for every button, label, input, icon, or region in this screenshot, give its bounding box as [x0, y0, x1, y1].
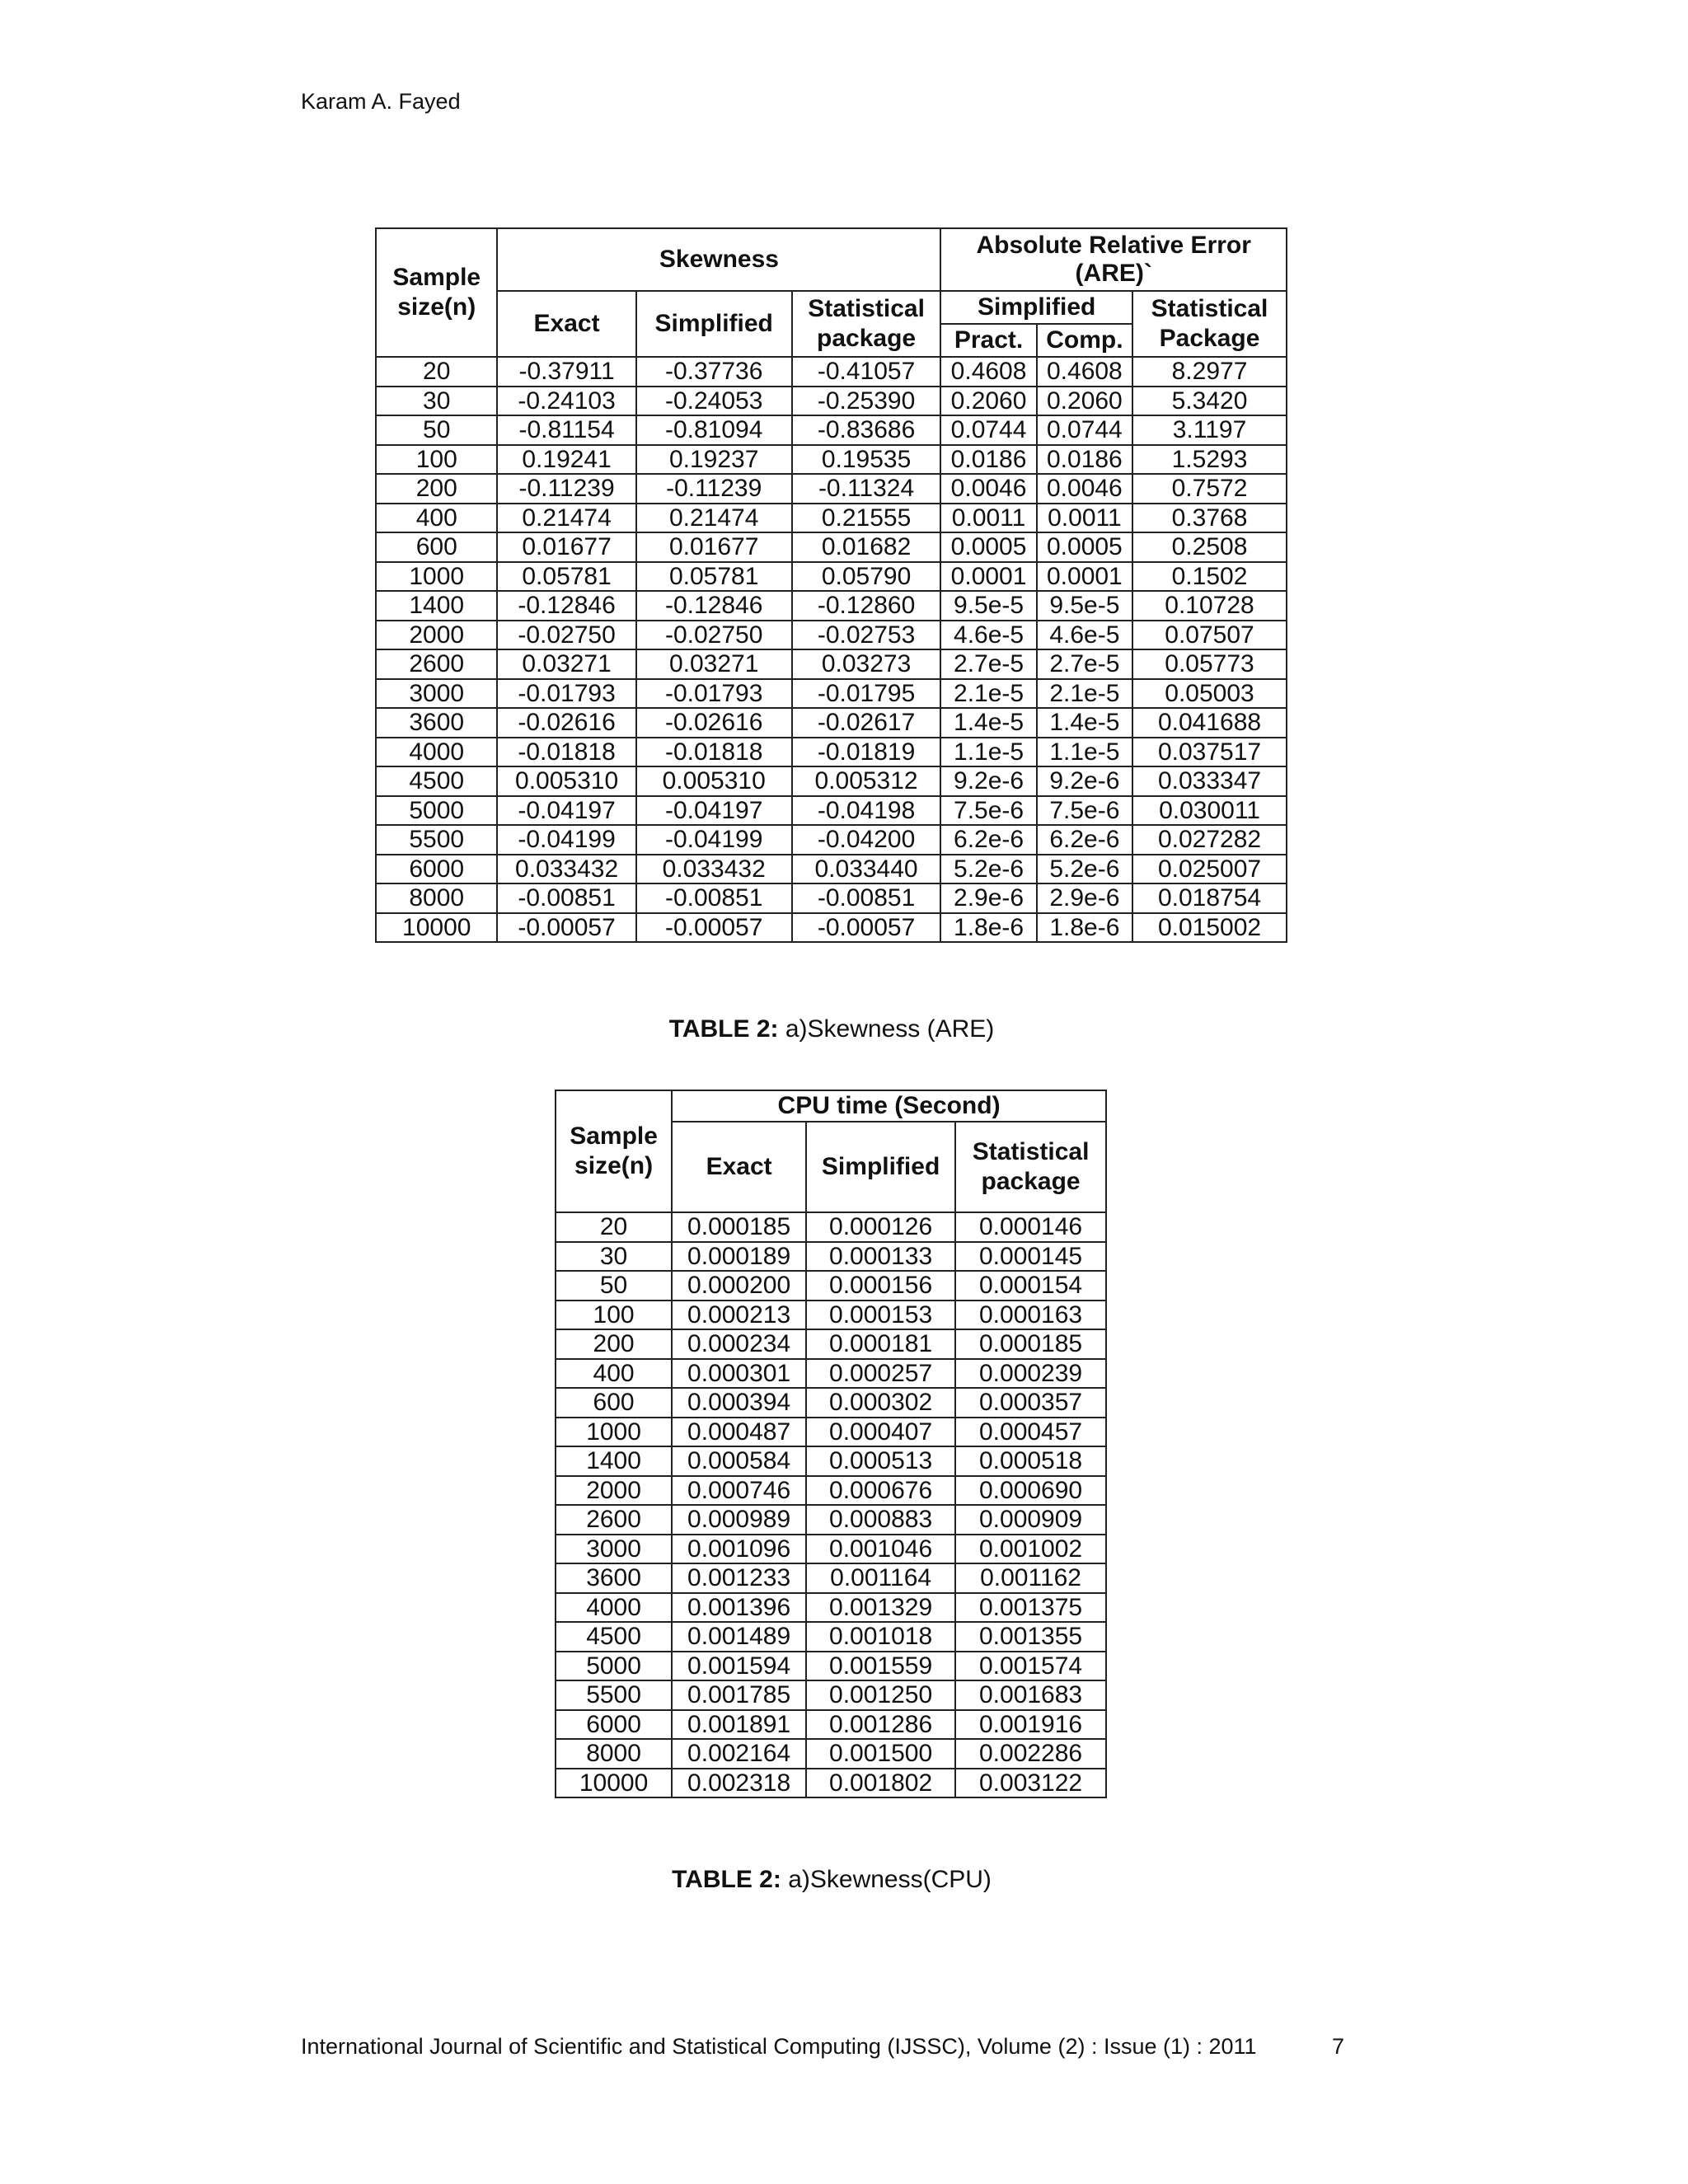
table-cell: 0.027282 [1132, 825, 1287, 855]
caption-label: TABLE 2: [668, 1015, 779, 1043]
table-cell: 0.4608 [940, 357, 1036, 387]
footer-journal: International Journal of Scientific and Statistical Computing (IJSSC), Volume (2) : Issue (1) : 2011 [301, 2034, 1257, 2059]
table-cell: 0.21474 [636, 504, 792, 533]
table-cell: -0.02753 [792, 621, 941, 650]
table-cell: 100 [556, 1301, 672, 1330]
table-cell: -0.24103 [497, 387, 635, 416]
table-cell: 0.005310 [636, 766, 792, 796]
table-row [376, 562, 1287, 592]
table-cell: 10000 [556, 1769, 672, 1798]
table-cell: 5.3420 [1132, 387, 1287, 416]
group-skewness: Skewness [497, 228, 940, 291]
table-cell: 0.005312 [792, 766, 941, 796]
table-cell: 0.000394 [672, 1388, 806, 1418]
table-cell: -0.00851 [636, 883, 792, 913]
table-cell: 0.05781 [497, 562, 635, 592]
table-cell: 0.001164 [806, 1563, 955, 1593]
table-cell: 0.2060 [940, 387, 1036, 416]
table-row [376, 679, 1287, 709]
table-cell: 1.4e-5 [1037, 708, 1132, 738]
table-cell: 0.05773 [1132, 649, 1287, 679]
table-cell: -0.01818 [636, 738, 792, 767]
table-cell: 0.001329 [806, 1593, 955, 1623]
table-cell: 0.001489 [672, 1622, 806, 1652]
table-row [376, 445, 1287, 475]
table-row [376, 621, 1287, 650]
table-cell: 0.001355 [955, 1622, 1106, 1652]
table-cell: 0.0186 [940, 445, 1036, 475]
table-cell: 2600 [556, 1505, 672, 1535]
table-cell: 2.1e-5 [1037, 679, 1132, 709]
table-cell: 0.000146 [955, 1212, 1106, 1242]
col-statistical-package: Statistical package [792, 291, 941, 357]
table-row [556, 1271, 1106, 1301]
table-cell: -0.04200 [792, 825, 941, 855]
table-cell: 0.000257 [806, 1359, 955, 1389]
table-cell: 50 [376, 415, 497, 445]
table-cell: 600 [376, 532, 497, 562]
table-cell: 0.000909 [955, 1505, 1106, 1535]
table-cell: 0.001574 [955, 1652, 1106, 1681]
table-caption-are [502, 1015, 1161, 1043]
table-cell: 0.000518 [955, 1446, 1106, 1476]
table-cell: -0.41057 [792, 357, 941, 387]
table-row [376, 708, 1287, 738]
table-row [556, 1418, 1106, 1447]
table-cell: -0.12860 [792, 591, 941, 621]
table-cell: 0.000200 [672, 1271, 806, 1301]
table-cell: -0.01793 [636, 679, 792, 709]
table-cell: 400 [376, 504, 497, 533]
table-cell: 6.2e-6 [940, 825, 1036, 855]
table-cell: 0.000126 [806, 1212, 955, 1242]
table-cell: 0.001162 [955, 1563, 1106, 1593]
table-cell: 0.0046 [1037, 474, 1132, 504]
table-cell: 2000 [556, 1476, 672, 1506]
col-simplified: Simplified [636, 291, 792, 357]
table-cell: 0.037517 [1132, 738, 1287, 767]
table-row [556, 1563, 1106, 1593]
table-cell: -0.12846 [497, 591, 635, 621]
table-cell: 0.001046 [806, 1535, 955, 1564]
table-cell: 3000 [376, 679, 497, 709]
table-cell: 0.001683 [955, 1680, 1106, 1710]
table-cell: 0.001096 [672, 1535, 806, 1564]
table-cell: -0.00851 [497, 883, 635, 913]
table-cell: 0.0001 [940, 562, 1036, 592]
table-row [556, 1652, 1106, 1681]
table-cell: 0.000513 [806, 1446, 955, 1476]
table-cell: 0.05790 [792, 562, 941, 592]
table-cell: 0.000357 [955, 1388, 1106, 1418]
table-cell: 0.001500 [806, 1739, 955, 1769]
table-cell: 1400 [556, 1446, 672, 1476]
table-cell: 0.000133 [806, 1242, 955, 1272]
table-cell: 0.000989 [672, 1505, 806, 1535]
table-cell: 1.1e-5 [1037, 738, 1132, 767]
table-cell: 30 [376, 387, 497, 416]
table-cell: -0.83686 [792, 415, 941, 445]
table-cell: 50 [556, 1271, 672, 1301]
table-row [556, 1505, 1106, 1535]
table-cell: 0.000487 [672, 1418, 806, 1447]
table-row [556, 1622, 1106, 1652]
table-cell: 0.000457 [955, 1418, 1106, 1447]
table-cell: -0.02616 [636, 708, 792, 738]
table-cell: 0.000185 [672, 1212, 806, 1242]
table-cell: 2000 [376, 621, 497, 650]
table-row [376, 766, 1287, 796]
table-cell: -0.04197 [636, 796, 792, 826]
table-cell: 0.0744 [1037, 415, 1132, 445]
table-cell: 0.05781 [636, 562, 792, 592]
table-cell: 0.10728 [1132, 591, 1287, 621]
table-cell: 0.005310 [497, 766, 635, 796]
col-comp: Comp. [1037, 324, 1132, 357]
table-row [556, 1212, 1106, 1242]
table-cell: 0.7572 [1132, 474, 1287, 504]
table-cell: 0.001002 [955, 1535, 1106, 1564]
group-cpu-time: CPU time (Second) [672, 1090, 1106, 1122]
table-cell: 0.19241 [497, 445, 635, 475]
table-cell: 0.0011 [1037, 504, 1132, 533]
table-row [556, 1242, 1106, 1272]
table-cell: -0.01793 [497, 679, 635, 709]
are-table-body [376, 357, 1287, 942]
table-cell: 0.2060 [1037, 387, 1132, 416]
table-cell: 4.6e-5 [1037, 621, 1132, 650]
table-cell: 0.000239 [955, 1359, 1106, 1389]
table-cell: 1000 [376, 562, 497, 592]
table-cell: 1.1e-5 [940, 738, 1036, 767]
table-cell: 20 [556, 1212, 672, 1242]
table-cell: 6.2e-6 [1037, 825, 1132, 855]
table-cell: 0.3768 [1132, 504, 1287, 533]
table-cell: -0.00057 [636, 913, 792, 943]
table-cell: 0.1502 [1132, 562, 1287, 592]
table-cell: 2.9e-6 [940, 883, 1036, 913]
col-sample-size: Sample size(n) [376, 228, 497, 357]
table-cell: 0.001891 [672, 1710, 806, 1740]
table-cell: -0.37736 [636, 357, 792, 387]
table-cell: 0.001559 [806, 1652, 955, 1681]
table-cell: -0.02617 [792, 708, 941, 738]
table-row [556, 1739, 1106, 1769]
group-are-simplified: Simplified [940, 291, 1132, 324]
table-cell: -0.37911 [497, 357, 635, 387]
table-cell: 2600 [376, 649, 497, 679]
table-row [376, 474, 1287, 504]
table-cell: 0.0744 [940, 415, 1036, 445]
table-cell: 0.03271 [497, 649, 635, 679]
table-cell: 2.7e-5 [1037, 649, 1132, 679]
table-cell: -0.01819 [792, 738, 941, 767]
table-cell: 0.000584 [672, 1446, 806, 1476]
table-cell: 20 [376, 357, 497, 387]
table-cell: 200 [376, 474, 497, 504]
table-cell: 0.025007 [1132, 855, 1287, 884]
table-cell: 0.000213 [672, 1301, 806, 1330]
table-cell: 0.003122 [955, 1769, 1106, 1798]
table-cell: 0.000301 [672, 1359, 806, 1389]
table-cell: 0.0005 [940, 532, 1036, 562]
table-cell: -0.12846 [636, 591, 792, 621]
table-cell: -0.81154 [497, 415, 635, 445]
table-row [376, 415, 1287, 445]
table-cell: 3600 [376, 708, 497, 738]
table-cell: 0.000154 [955, 1271, 1106, 1301]
table-row [556, 1593, 1106, 1623]
table-cell: 0.4608 [1037, 357, 1132, 387]
table-cell: 5500 [376, 825, 497, 855]
table-cell: 0.01677 [497, 532, 635, 562]
table-cell: 400 [556, 1359, 672, 1389]
table-cell: 0.033432 [636, 855, 792, 884]
table-cell: 0.03271 [636, 649, 792, 679]
table-row [556, 1769, 1106, 1798]
table-cell: -0.81094 [636, 415, 792, 445]
table-cell: 0.000181 [806, 1329, 955, 1359]
are-table [375, 227, 1287, 943]
table-cell: 0.000407 [806, 1418, 955, 1447]
table-row [376, 532, 1287, 562]
table-row [376, 855, 1287, 884]
table-cell: 0.000234 [672, 1329, 806, 1359]
table-cell: 2.9e-6 [1037, 883, 1132, 913]
table-cell: -0.11239 [636, 474, 792, 504]
table-row [376, 649, 1287, 679]
table-cell: -0.00057 [497, 913, 635, 943]
table-cell: 0.041688 [1132, 708, 1287, 738]
table-cell: -0.00057 [792, 913, 941, 943]
table-cell: 3600 [556, 1563, 672, 1593]
table-cell: -0.04199 [636, 825, 792, 855]
table-cell: 4500 [376, 766, 497, 796]
table-cell: 0.2508 [1132, 532, 1287, 562]
table-cell: -0.02616 [497, 708, 635, 738]
table-cell: 0.001802 [806, 1769, 955, 1798]
table-cell: 1.4e-5 [940, 708, 1036, 738]
table-row [556, 1476, 1106, 1506]
col-exact: Exact [497, 291, 635, 357]
table-cell: 0.000302 [806, 1388, 955, 1418]
table-row [556, 1301, 1106, 1330]
table-row [376, 387, 1287, 416]
table-cell: 5.2e-6 [940, 855, 1036, 884]
table-cell: -0.01795 [792, 679, 941, 709]
table-cell: 0.002286 [955, 1739, 1106, 1769]
table-cell: 2.7e-5 [940, 649, 1036, 679]
page-number: 7 [1332, 2034, 1345, 2059]
table-row [376, 825, 1287, 855]
table-cell: 1.5293 [1132, 445, 1287, 475]
table-cell: 8000 [556, 1739, 672, 1769]
table-cell: 0.033347 [1132, 766, 1287, 796]
table-cell: 10000 [376, 913, 497, 943]
table-cell: 5500 [556, 1680, 672, 1710]
col-pract: Pract. [940, 324, 1036, 357]
group-are: Absolute Relative Error (ARE)` [940, 228, 1287, 291]
table-cell: 0.018754 [1132, 883, 1287, 913]
table-cell: 4000 [376, 738, 497, 767]
table-cell: -0.01818 [497, 738, 635, 767]
table-cell: 4000 [556, 1593, 672, 1623]
table-cell: 3.1197 [1132, 415, 1287, 445]
table-row [556, 1535, 1106, 1564]
table-cell: 0.001018 [806, 1622, 955, 1652]
table-cell: 100 [376, 445, 497, 475]
table-cell: 8000 [376, 883, 497, 913]
table-cell: -0.11324 [792, 474, 941, 504]
table-cell: 0.001250 [806, 1680, 955, 1710]
table-row [556, 1680, 1106, 1710]
table-row [556, 1359, 1106, 1389]
table-cell: 0.001233 [672, 1563, 806, 1593]
table-cell: 30 [556, 1242, 672, 1272]
col-exact: Exact [672, 1122, 806, 1212]
table-cell: 7.5e-6 [940, 796, 1036, 826]
table-cell: 6000 [376, 855, 497, 884]
table-cell: 5000 [556, 1652, 672, 1681]
table-cell: -0.04197 [497, 796, 635, 826]
table-cell: 0.001375 [955, 1593, 1106, 1623]
table-cell: 0.000185 [955, 1329, 1106, 1359]
table-cell: 0.001396 [672, 1593, 806, 1623]
table-cell: 0.0046 [940, 474, 1036, 504]
table-cell: 0.0005 [1037, 532, 1132, 562]
table-cell: 0.07507 [1132, 621, 1287, 650]
table-cell: -0.02750 [497, 621, 635, 650]
table-row [556, 1710, 1106, 1740]
table-cell: 0.05003 [1132, 679, 1287, 709]
table-cell: 0.0011 [940, 504, 1036, 533]
table-cell: 0.000145 [955, 1242, 1106, 1272]
table-cell: 0.000746 [672, 1476, 806, 1506]
table-row [376, 504, 1287, 533]
table-cell: 0.19237 [636, 445, 792, 475]
table-cell: 0.033440 [792, 855, 941, 884]
caption-text: a)Skewness(CPU) [781, 1866, 992, 1893]
table-row [556, 1329, 1106, 1359]
table-cell: 0.002318 [672, 1769, 806, 1798]
table-cell: 4.6e-5 [940, 621, 1036, 650]
table-cell: 1000 [556, 1418, 672, 1447]
table-cell: 4500 [556, 1622, 672, 1652]
table-row [376, 357, 1287, 387]
table-cell: 0.015002 [1132, 913, 1287, 943]
table-cell: 9.5e-5 [1037, 591, 1132, 621]
table-cell: -0.25390 [792, 387, 941, 416]
table-row [376, 883, 1287, 913]
table-cell: 0.001785 [672, 1680, 806, 1710]
table-cell: 0.001286 [806, 1710, 955, 1740]
table-row [556, 1388, 1106, 1418]
table-cell: 0.000156 [806, 1271, 955, 1301]
table-row [376, 591, 1287, 621]
table-cell: 0.000163 [955, 1301, 1106, 1330]
col-simplified: Simplified [806, 1122, 955, 1212]
table-cell: 0.000883 [806, 1505, 955, 1535]
table-cell: 1400 [376, 591, 497, 621]
caption-label: TABLE 2: [672, 1866, 781, 1893]
table-cell: 1.8e-6 [1037, 913, 1132, 943]
table-cell: 0.03273 [792, 649, 941, 679]
table-cell: 9.2e-6 [940, 766, 1036, 796]
table-cell: 1.8e-6 [940, 913, 1036, 943]
table-cell: 0.001916 [955, 1710, 1106, 1740]
col-sample-size: Sample size(n) [556, 1090, 672, 1212]
table-cell: -0.11239 [497, 474, 635, 504]
table-cell: 9.2e-6 [1037, 766, 1132, 796]
table-cell: 0.21555 [792, 504, 941, 533]
table-cell: 0.033432 [497, 855, 635, 884]
table-cell: 0.030011 [1132, 796, 1287, 826]
table-cell: 0.002164 [672, 1739, 806, 1769]
table-cell: 0.0186 [1037, 445, 1132, 475]
cpu-table [555, 1090, 1107, 1798]
table-cell: -0.04199 [497, 825, 635, 855]
running-header-author: Karam A. Fayed [301, 89, 461, 114]
table-cell: 3000 [556, 1535, 672, 1564]
table-cell: 0.19535 [792, 445, 941, 475]
col-are-statistical-package: Statistical Package [1132, 291, 1287, 357]
table-caption-cpu [502, 1866, 1161, 1894]
table-cell: 0.01682 [792, 532, 941, 562]
table-cell: 600 [556, 1388, 672, 1418]
table-cell: -0.00851 [792, 883, 941, 913]
table-cell: 8.2977 [1132, 357, 1287, 387]
table-cell: 7.5e-6 [1037, 796, 1132, 826]
table-cell: -0.04198 [792, 796, 941, 826]
table-cell: 0.21474 [497, 504, 635, 533]
table-cell: 0.0001 [1037, 562, 1132, 592]
table-cell: 0.000189 [672, 1242, 806, 1272]
cpu-table-body [556, 1212, 1106, 1797]
table-cell: 0.000690 [955, 1476, 1106, 1506]
caption-text: a)Skewness (ARE) [778, 1015, 995, 1043]
col-statistical-package: Statistical package [955, 1122, 1106, 1212]
table-cell: 5000 [376, 796, 497, 826]
table-cell: 5.2e-6 [1037, 855, 1132, 884]
table-cell: 2.1e-5 [940, 679, 1036, 709]
table-row [556, 1446, 1106, 1476]
table-row [376, 913, 1287, 943]
table-cell: 0.001594 [672, 1652, 806, 1681]
table-cell: -0.02750 [636, 621, 792, 650]
table-cell: 0.000153 [806, 1301, 955, 1330]
table-cell: 0.01677 [636, 532, 792, 562]
table-cell: 200 [556, 1329, 672, 1359]
table-row [376, 796, 1287, 826]
table-cell: -0.24053 [636, 387, 792, 416]
table-cell: 0.000676 [806, 1476, 955, 1506]
table-cell: 6000 [556, 1710, 672, 1740]
table-row [376, 738, 1287, 767]
table-cell: 9.5e-5 [940, 591, 1036, 621]
